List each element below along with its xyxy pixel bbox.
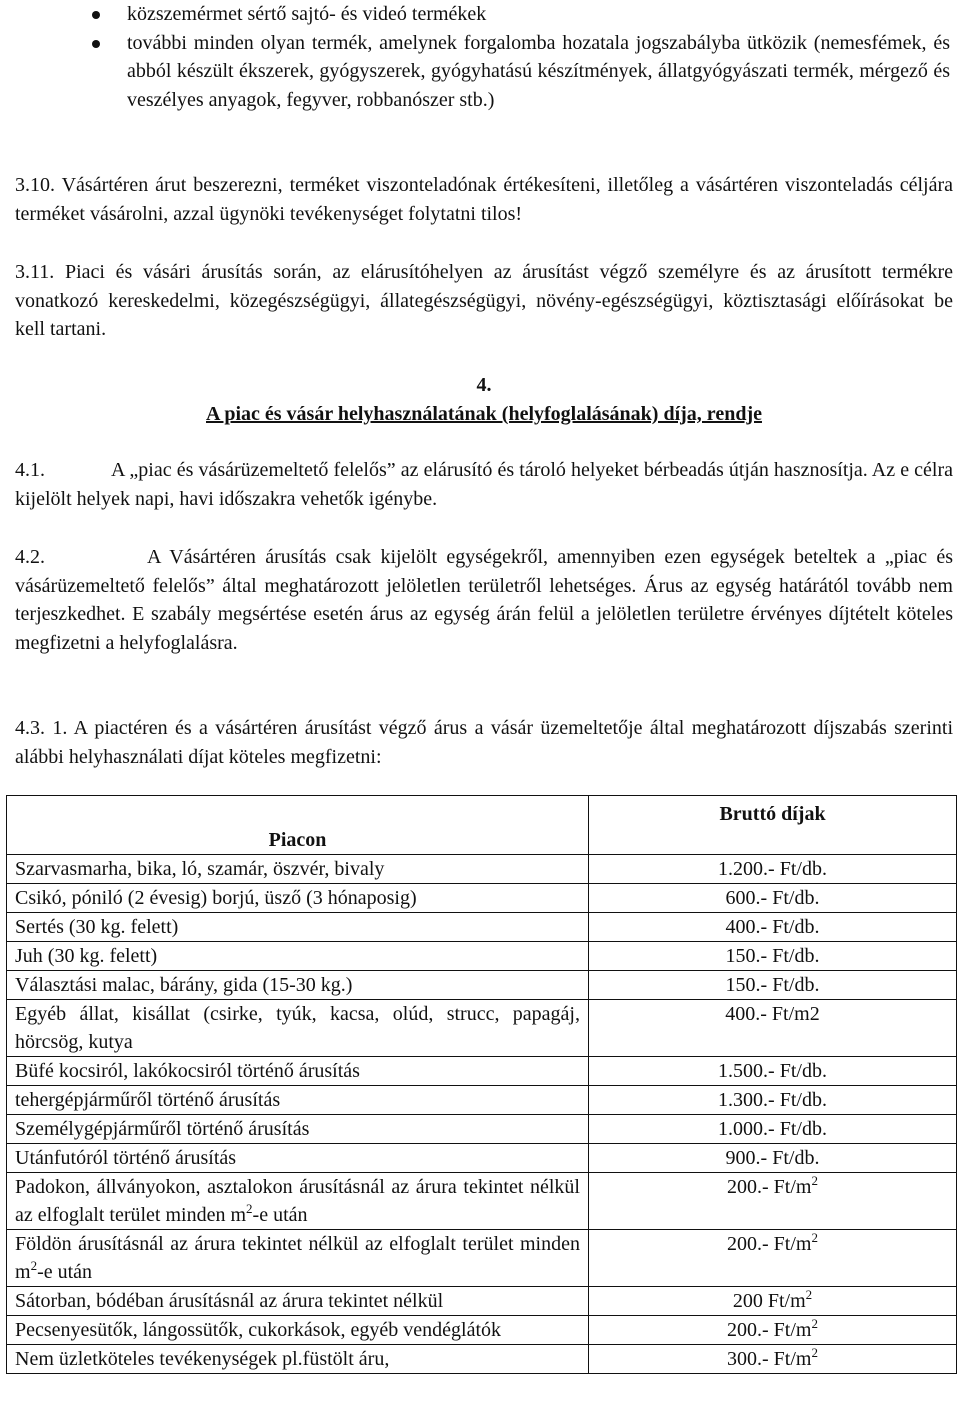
paragraph-3-11: 3.11. Piaci és vásári árusítás során, az elárusítóhelyen az árusítást végző személyre és az árusított termékre vonatkozó kereskedelmi, közegészségügyi, állategészségügyi, növény-egészségügyi, köztisztasági előírásokat be kell tartani. (15, 261, 953, 340)
fee-label (7, 1230, 589, 1287)
header-place-text: Piacon (268, 829, 327, 851)
fee-price: 400.- Ft/db. (589, 913, 957, 942)
fee-label-superscript: 2 (30, 1258, 38, 1273)
fee-price-superscript: 2 (811, 1173, 818, 1188)
fee-table (6, 795, 957, 1374)
table-row (7, 1287, 957, 1316)
paragraph-text: A „piac és vásárüzemeltető felelős” az elárusító és tároló helyeket bérbeadás útján hasznosítja. Az e célra kijelölt helyek napi, havi időszakra vehetők igénybe. (15, 459, 953, 510)
table-row (7, 1173, 957, 1230)
fee-label-text: Sátorban, bódéban árusításnál az árura tekintet nélkül (15, 1290, 444, 1312)
fee-label-text: Pecsenyesütők, lángossütők, cukorkások, egyéb vendéglátók (15, 1319, 502, 1341)
table-row (7, 884, 957, 913)
table-row (7, 1316, 957, 1345)
table-row (7, 1345, 957, 1374)
table-row (7, 1057, 957, 1086)
list-item (0, 0, 960, 29)
list-item (0, 29, 960, 115)
fee-price-superscript: 2 (811, 1316, 818, 1331)
fee-price-text: 300.- Ft/m (727, 1348, 812, 1370)
fee-price: 1.000.- Ft/db. (589, 1115, 957, 1144)
paragraph-number: 4.2. (15, 546, 45, 568)
table-row (7, 1144, 957, 1173)
fee-price: 900.- Ft/db. (589, 1144, 957, 1173)
fee-price: 1.200.- Ft/db. (589, 855, 957, 884)
fee-price (589, 1230, 957, 1287)
header-place (7, 796, 589, 855)
fee-label: Juh (30 kg. felett) (7, 942, 589, 971)
fee-label-text: Földön árusításnál az árura tekintet nélkül az elfoglalt terület minden m (15, 1233, 580, 1283)
list-item-text: további minden olyan termék, amelynek forgalomba hozatala jogszabályba ütközik (nemesfémek, és abból készült ékszerek, gyógyszerek, gyógyhatású készítmények, állatgyógyászati termék, mérgező és veszélyes anyagok, fegyver, robbanószer stb.) (127, 31, 950, 111)
paragraph-4-1 (15, 456, 953, 513)
fee-price-text: 200.- Ft/m (727, 1319, 812, 1341)
fee-price: 1.300.- Ft/db. (589, 1086, 957, 1115)
table-row (7, 913, 957, 942)
table-row (7, 1115, 957, 1144)
fee-label: Választási malac, bárány, gida (15-30 kg.) (7, 971, 589, 1000)
section-title-text: A piac és vásár helyhasználatának (helyfoglalásának) díja, rendje (206, 403, 762, 425)
fee-price-text: 200 Ft/m (732, 1290, 806, 1312)
fee-label (7, 1287, 589, 1316)
fee-price-superscript: 2 (811, 1345, 818, 1360)
paragraph-text: A Vásártéren árusítás csak kijelölt egységekről, amennyiben ezen egységek beteltek a „piac és vásárüzemeltető felelős” által meghatározott jelöletlen területről lehetséges. Árus az egység határától tovább nem terjeszkedhet. E szabály megsértése esetén árus az egység árán felül a jelöletlen területre érvényes díjtételt köteles megfizetni a helyfoglalásra. (15, 546, 953, 654)
fee-price-superscript: 2 (811, 1230, 818, 1245)
fee-price: 600.- Ft/db. (589, 884, 957, 913)
fee-label (7, 1173, 589, 1230)
list-item-text: közszemérmet sértő sajtó- és videó termékek (127, 3, 487, 25)
fee-label: Egyéb állat, kisállat (csirke, tyúk, kacsa, olúd, strucc, papagáj, hörcsög, kutya (7, 1000, 589, 1057)
fee-price-superscript: 2 (805, 1287, 813, 1302)
fee-label-suffix: -e után (252, 1204, 308, 1226)
table-row (7, 1230, 957, 1287)
fee-label: Szarvasmarha, bika, ló, szamár, öszvér, bivaly (7, 855, 589, 884)
section-number: 4. (476, 374, 492, 396)
paragraph-number: 4.1. (15, 459, 45, 481)
fee-price (589, 1173, 957, 1230)
table-row (7, 942, 957, 971)
fee-label (7, 1345, 589, 1374)
fee-label-text: Padokon, állványokon, asztalokon árusításnál az árura tekintet nélkül az elfoglalt terület minden m (15, 1176, 580, 1226)
paragraph-3-10: 3.10. Vásártéren árut beszerezni, terméket viszonteladónak értékesíteni, illetőleg a vásártéren viszonteladás céljára terméket vásárolni, azzal ügynöki tevékenységet folytatni tilos! (15, 174, 953, 225)
fee-price-text: 200.- Ft/m (727, 1176, 812, 1198)
header-price (589, 796, 957, 855)
bullet-icon (92, 11, 100, 19)
bullet-icon (92, 40, 100, 48)
table-row (7, 855, 957, 884)
paragraph-4-3-1: 4.3. 1. A piactéren és a vásártéren árusítást végző árus a vásár üzemeltetője által meghatározott díjszabás szerinti alábbi helyhasználati díjat köteles megfizetni: (15, 717, 953, 768)
table-header-row (7, 796, 957, 855)
table-row (7, 971, 957, 1000)
fee-price: 400.- Ft/m2 (589, 1000, 957, 1057)
table-row (7, 1000, 957, 1057)
fee-label: Utánfutóról történő árusítás (7, 1144, 589, 1173)
fee-label: Büfé kocsiról, lakókocsiról történő árusítás (7, 1057, 589, 1086)
fee-label: tehergépjárműről történő árusítás (7, 1086, 589, 1115)
fee-price: 150.- Ft/db. (589, 942, 957, 971)
prohibited-goods-list (0, 0, 960, 114)
fee-price: 150.- Ft/db. (589, 971, 957, 1000)
section-title (15, 400, 953, 429)
fee-label (7, 1316, 589, 1345)
fee-price (589, 1287, 957, 1316)
fee-price (589, 1316, 957, 1345)
fee-price (589, 1345, 957, 1374)
fee-label: Sertés (30 kg. felett) (7, 913, 589, 942)
paragraph-4-2 (15, 543, 953, 657)
fee-label-superscript: 2 (246, 1201, 253, 1216)
fee-label: Csikó, póniló (2 évesig) borjú, üsző (3 hónaposig) (7, 884, 589, 913)
fee-label-suffix: -e után (37, 1261, 93, 1283)
table-row (7, 1086, 957, 1115)
fee-label: Személygépjárműről történő árusítás (7, 1115, 589, 1144)
fee-label-text: Nem üzletköteles tevékenységek pl.füstölt áru, (15, 1348, 390, 1370)
header-price-text: Bruttó díjak (719, 803, 826, 825)
fee-price: 1.500.- Ft/db. (589, 1057, 957, 1086)
fee-price-text: 200.- Ft/m (727, 1233, 812, 1255)
